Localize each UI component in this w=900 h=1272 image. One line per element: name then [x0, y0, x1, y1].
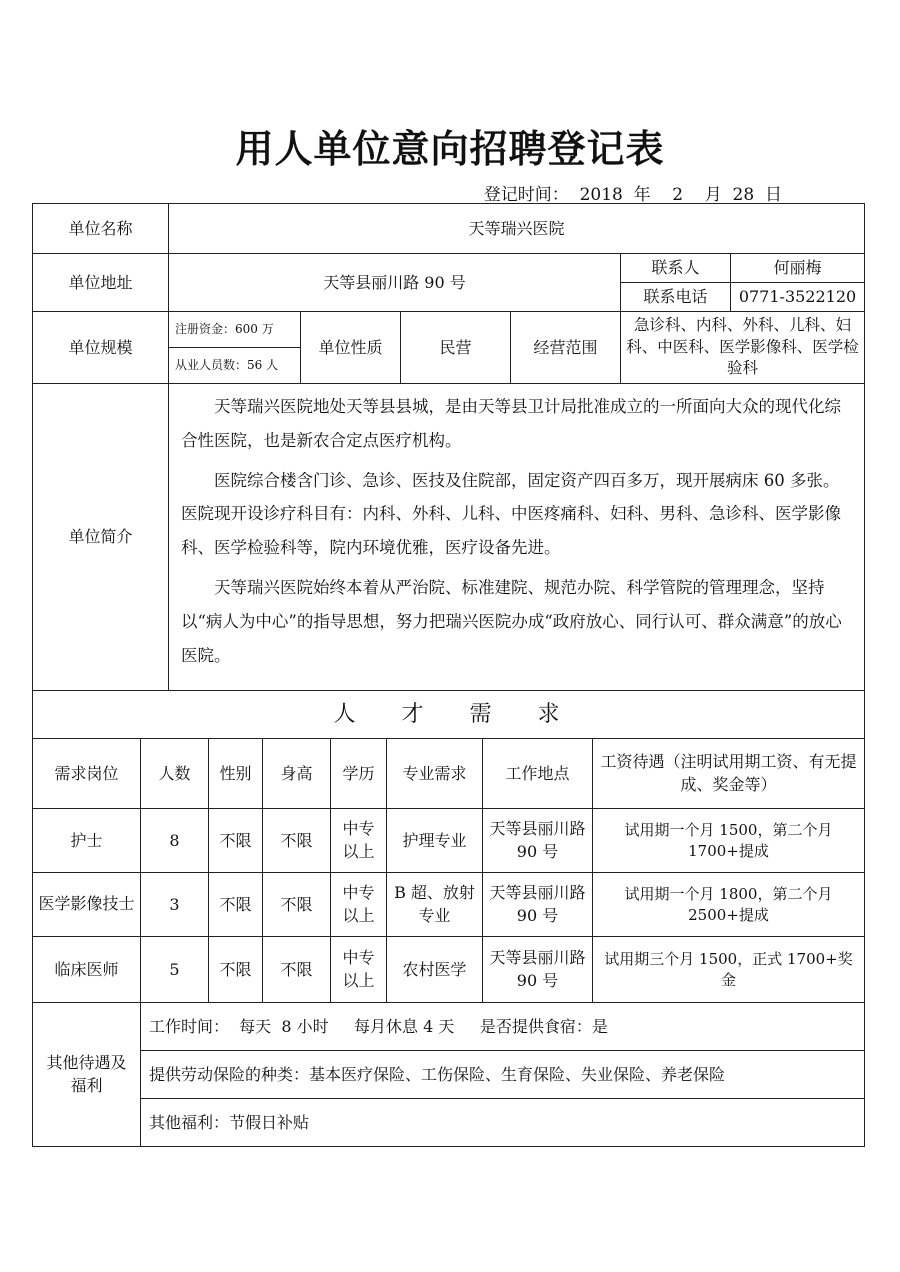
cell-position: 医学影像技士	[33, 873, 141, 937]
business-scope-label: 经营范围	[511, 312, 621, 384]
intro-paragraph: 天等瑞兴医院始终本着从严治院、标准建院、规范办院、科学管院的管理理念，坚持以“病人为中心”的指导思想，努力把瑞兴医院办成“政府放心、同行认可、群众满意”的放心医院。	[181, 578, 842, 665]
unit-intro-label: 单位简介	[33, 384, 169, 691]
unit-nature: 民营	[401, 312, 511, 384]
unit-scale-label: 单位规模	[33, 312, 169, 384]
date-year: 2018	[579, 185, 623, 205]
cell-count: 8	[141, 809, 209, 873]
phone-number: 0771-3522120	[731, 283, 865, 312]
benefits-label: 其他待遇及福利	[33, 1003, 141, 1147]
header-major: 专业需求	[387, 739, 483, 809]
cell-gender: 不限	[209, 873, 263, 937]
business-scope: 急诊科、内科、外科、儿科、妇科、中医科、医学影像科、医学检验科	[621, 312, 865, 384]
registration-date	[484, 180, 782, 205]
date-day: 28	[732, 185, 755, 205]
cell-count: 5	[141, 937, 209, 1003]
other-benefits: 其他福利：节假日补贴	[141, 1099, 865, 1147]
cell-education: 中专以上	[331, 873, 387, 937]
unit-address: 天等县丽川路 90 号	[169, 254, 621, 312]
cell-salary: 试用期三个月 1500，正式 1700+奖金	[593, 937, 865, 1003]
date-month: 2	[672, 185, 684, 205]
date-year-unit: 年	[633, 185, 651, 205]
table-row	[33, 873, 865, 937]
date-label: 登记时间：	[483, 185, 569, 205]
cell-salary: 试用期一个月 1500，第二个月 1700+提成	[593, 809, 865, 873]
talent-section-title: 人才需求	[33, 691, 865, 739]
table-row	[33, 809, 865, 873]
talent-demand-table	[32, 690, 865, 1003]
contact-label: 联系人	[621, 254, 731, 283]
cell-location: 天等县丽川路 90 号	[483, 873, 593, 937]
cell-salary: 试用期一个月 1800，第二个月 2500+提成	[593, 873, 865, 937]
page-title: 用人单位意向招聘登记表	[235, 127, 665, 171]
cell-position: 临床医师	[33, 937, 141, 1003]
header-count: 人数	[141, 739, 209, 809]
header-gender: 性别	[209, 739, 263, 809]
intro-paragraph: 医院综合楼含门诊、急诊、医技及住院部，固定资产四百多万，现开展病床 60 多张。医院现开设诊疗科目有：内科、外科、儿科、中医疼痛科、妇科、男科、急诊科、医学影像科、医学检验科等，院内环境优雅，医疗设备先进。	[181, 470, 841, 558]
header-location: 工作地点	[483, 739, 593, 809]
cell-education: 中专以上	[331, 937, 387, 1003]
cell-major: 护理专业	[387, 809, 483, 873]
work-time: 工作时间： 每天 8 小时 每月休息 4 天 是否提供食宿：是	[141, 1003, 865, 1051]
staff-count: 从业人员数：56 人	[169, 348, 301, 384]
unit-address-label: 单位地址	[33, 254, 169, 312]
cell-major: B 超、放射专业	[387, 873, 483, 937]
contact-person: 何丽梅	[731, 254, 865, 283]
date-month-unit: 月	[704, 185, 722, 205]
header-education: 学历	[331, 739, 387, 809]
header-height: 身高	[263, 739, 331, 809]
unit-info-table	[32, 203, 865, 691]
registration-form	[32, 203, 864, 1147]
registered-capital: 注册资金：600 万	[169, 312, 301, 348]
intro-paragraph: 天等瑞兴医院地处天等县县城，是由天等县卫计局批准成立的一所面向大众的现代化综合性医院，也是新农合定点医疗机构。	[181, 397, 841, 450]
cell-height: 不限	[263, 873, 331, 937]
cell-gender: 不限	[209, 937, 263, 1003]
phone-label: 联系电话	[621, 283, 731, 312]
cell-height: 不限	[263, 809, 331, 873]
unit-intro	[169, 384, 865, 691]
unit-name-label: 单位名称	[33, 204, 169, 254]
header-position: 需求岗位	[33, 739, 141, 809]
unit-nature-label: 单位性质	[301, 312, 401, 384]
cell-position: 护士	[33, 809, 141, 873]
cell-height: 不限	[263, 937, 331, 1003]
date-day-unit: 日	[765, 185, 782, 205]
cell-location: 天等县丽川路 90 号	[483, 809, 593, 873]
insurance-types: 提供劳动保险的种类：基本医疗保险、工伤保险、生育保险、失业保险、养老保险	[141, 1051, 865, 1099]
unit-name: 天等瑞兴医院	[169, 204, 865, 254]
cell-location: 天等县丽川路 90 号	[483, 937, 593, 1003]
header-salary: 工资待遇（注明试用期工资、有无提成、奖金等）	[593, 739, 865, 809]
cell-count: 3	[141, 873, 209, 937]
cell-gender: 不限	[209, 809, 263, 873]
cell-education: 中专以上	[331, 809, 387, 873]
cell-major: 农村医学	[387, 937, 483, 1003]
benefits-table	[32, 1002, 865, 1147]
table-row	[33, 937, 865, 1003]
